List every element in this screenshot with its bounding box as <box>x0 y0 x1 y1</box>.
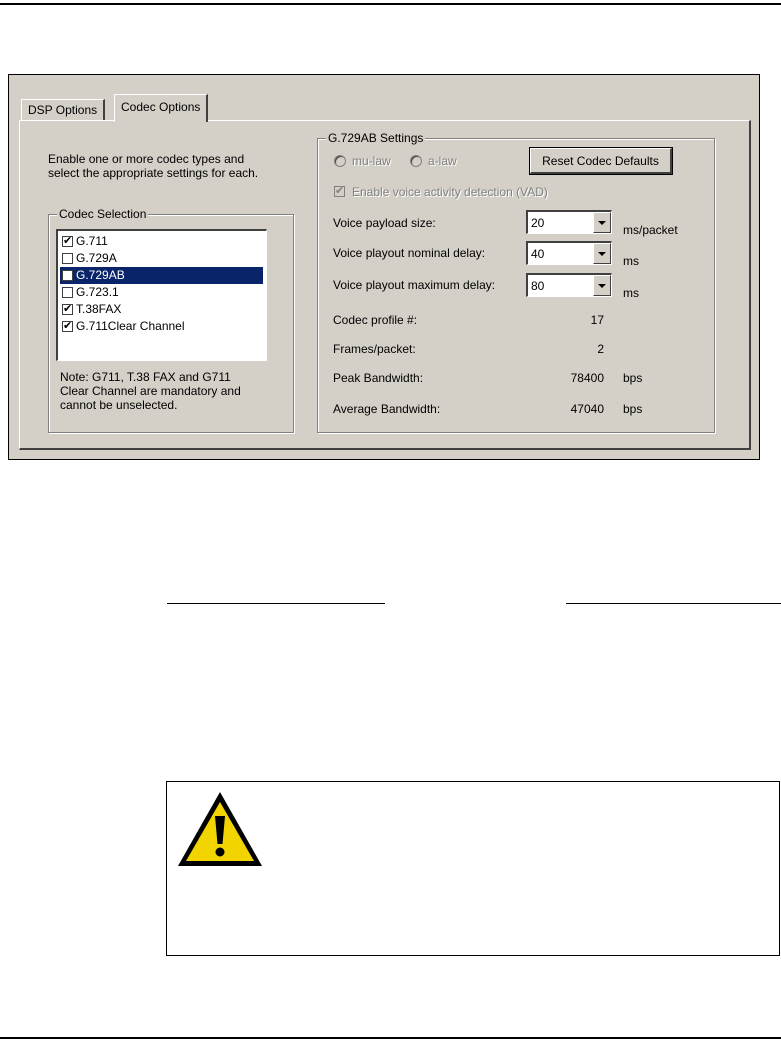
checkbox-g729ab[interactable] <box>62 270 73 281</box>
peak-bandwidth-value: 78400 <box>570 371 604 385</box>
codec-label: G.729A <box>76 251 117 265</box>
list-item[interactable] <box>60 318 263 335</box>
peak-bandwidth-unit: bps <box>623 371 643 385</box>
tab-panel-codec-options <box>19 120 751 450</box>
document-rule-right <box>566 603 781 604</box>
checkbox-g7231[interactable] <box>62 287 73 298</box>
reset-codec-defaults-button[interactable]: Reset Codec Defaults <box>530 148 672 174</box>
list-item[interactable] <box>60 250 263 267</box>
list-item[interactable] <box>60 284 263 301</box>
radio-a-law[interactable] <box>410 155 422 167</box>
maximum-delay-select[interactable] <box>526 273 612 297</box>
codec-selection-group <box>48 207 294 433</box>
codec-options-dialog <box>8 74 760 460</box>
maximum-delay-unit: ms <box>623 286 639 300</box>
checkbox-g711[interactable]: ✔ <box>63 235 73 247</box>
vad-checkbox[interactable]: ✔ <box>335 185 345 197</box>
g729ab-settings-title: G.729AB Settings <box>328 131 424 145</box>
codec-label: G.723.1 <box>76 285 119 299</box>
caution-box <box>166 781 780 956</box>
codec-selection-title: Codec Selection <box>59 207 147 221</box>
codec-listbox[interactable] <box>56 229 267 361</box>
maximum-delay-label: Voice playout maximum delay: <box>333 278 496 292</box>
average-bandwidth-unit: bps <box>623 402 643 416</box>
bottom-rule <box>0 1037 781 1039</box>
codec-label: T.38FAX <box>76 302 122 316</box>
peak-bandwidth-label: Peak Bandwidth: <box>333 371 424 385</box>
g729ab-settings-group <box>317 131 715 433</box>
chevron-down-icon[interactable] <box>593 212 611 233</box>
payload-size-select[interactable] <box>526 210 612 234</box>
frames-packet-label: Frames/packet: <box>333 342 416 356</box>
radio-mu-law[interactable] <box>334 155 346 167</box>
checkbox-g711-clear-channel[interactable]: ✔ <box>63 320 73 332</box>
checkbox-t38fax[interactable]: ✔ <box>63 303 73 315</box>
top-rule <box>0 3 781 5</box>
codec-label: G.729AB <box>76 268 125 282</box>
vad-label: Enable voice activity detection (VAD) <box>352 185 548 199</box>
a-law-label: a-law <box>428 154 457 168</box>
nominal-delay-select[interactable] <box>526 241 612 265</box>
nominal-delay-label: Voice playout nominal delay: <box>333 246 486 260</box>
note-line-3: cannot be unselected. <box>60 398 178 412</box>
codec-label: G.711Clear Channel <box>76 319 185 333</box>
mu-law-label: mu-law <box>352 154 391 168</box>
chevron-down-icon[interactable] <box>593 275 611 296</box>
list-item[interactable] <box>60 301 263 318</box>
payload-size-value: 20 <box>531 216 545 230</box>
intro-line-1: Enable one or more codec types and <box>48 152 245 166</box>
maximum-delay-value: 80 <box>531 279 545 293</box>
average-bandwidth-label: Average Bandwidth: <box>333 402 441 416</box>
caution-icon <box>175 788 265 870</box>
list-item[interactable] <box>60 233 263 250</box>
list-item-selected[interactable] <box>60 267 263 284</box>
payload-unit: ms/packet <box>623 223 678 237</box>
payload-label: Voice payload size: <box>333 216 436 230</box>
nominal-delay-unit: ms <box>623 254 639 268</box>
note-line-2: Clear Channel are mandatory and <box>60 384 241 398</box>
checkbox-g729a[interactable] <box>62 253 73 264</box>
nominal-delay-value: 40 <box>531 247 545 261</box>
note-line-1: Note: G711, T.38 FAX and G711 <box>60 370 231 384</box>
codec-profile-label: Codec profile #: <box>333 313 418 327</box>
tab-dsp-options[interactable]: DSP Options <box>21 99 105 121</box>
codec-label: G.711 <box>76 234 108 248</box>
chevron-down-icon[interactable] <box>593 243 611 264</box>
intro-line-2: select the appropriate settings for each. <box>48 166 259 180</box>
document-rule-left <box>167 603 385 604</box>
average-bandwidth-value: 47040 <box>570 402 604 416</box>
frames-packet-value: 2 <box>597 342 604 356</box>
tab-codec-options[interactable]: Codec Options <box>114 94 208 122</box>
codec-profile-value: 17 <box>590 313 604 327</box>
